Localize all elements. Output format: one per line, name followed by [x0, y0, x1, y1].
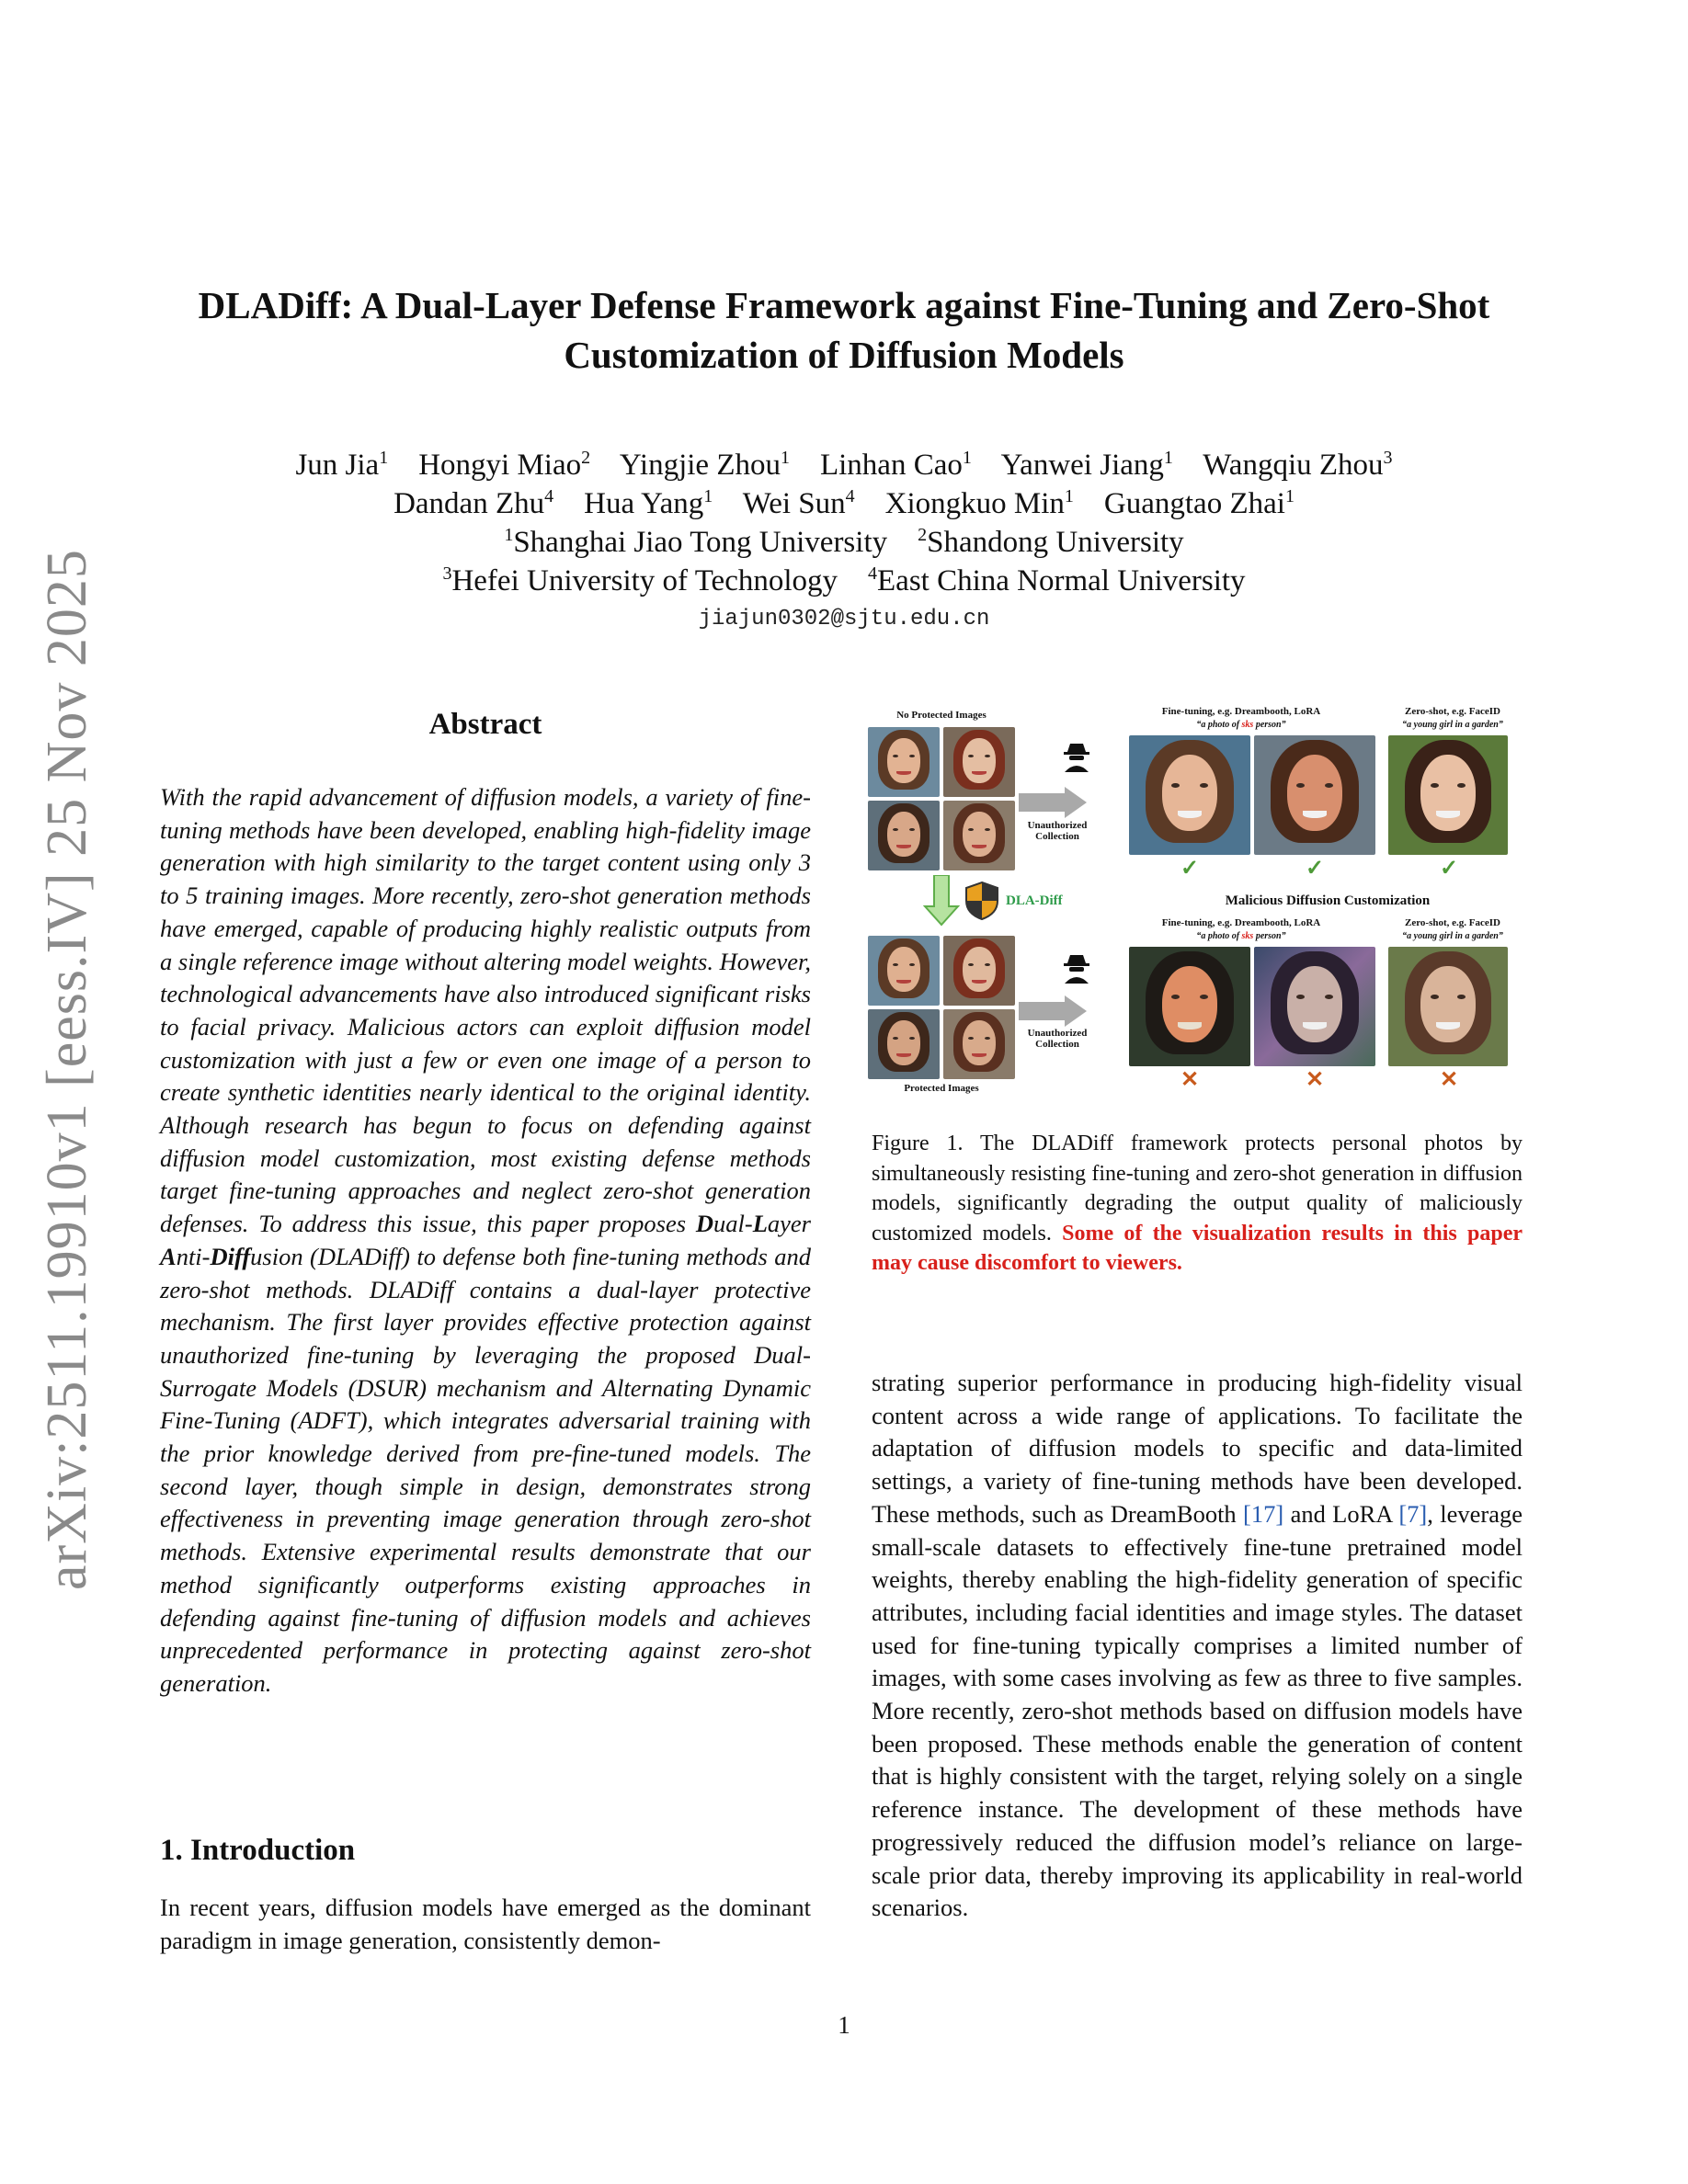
caption-warning: Some of the visualization results in this paper may cause discomfort to viewers.	[872, 1221, 1523, 1275]
no-protected-label: No Protected Images	[896, 710, 987, 721]
finetune-method-label: Fine-tuning, e.g. Dreambooth, LoRA	[1161, 917, 1321, 928]
original-face-image	[943, 801, 1015, 870]
author: Dandan Zhu$^4$	[393, 486, 554, 520]
author: Yanwei Jiang$^1$	[1000, 448, 1173, 482]
unauthorized-collection-label: Unauthorized Collection	[1027, 820, 1088, 842]
citation-link[interactable]: [17]	[1243, 1499, 1284, 1528]
check-icon: ✓	[1440, 857, 1459, 881]
down-arrow-icon	[923, 875, 960, 927]
protected-face-image	[943, 936, 1015, 1006]
finetune-method-label: Fine-tuning, e.g. Dreambooth, LoRA	[1161, 706, 1321, 717]
zeroshot-prompt: “a young girl in a garden”	[1402, 720, 1503, 730]
original-face-image	[943, 727, 1015, 797]
intro-text: In recent years, diffusion models have emerged as the dominant paradigm in image generation, consistently demon-	[160, 1894, 811, 1954]
author-email[interactable]: jiajun0302@sjtu.edu.cn	[698, 607, 990, 631]
cross-icon: ✕	[1306, 1068, 1325, 1092]
arrow-right-icon	[1019, 1002, 1065, 1020]
generated-face-image	[1388, 735, 1508, 855]
affiliation: $^4$East China Normal University	[868, 563, 1246, 597]
arrow-head-icon	[1065, 787, 1087, 818]
intro-heading: 1. Introduction	[160, 1834, 356, 1867]
protected-face-image	[943, 1009, 1015, 1079]
zeroshot-method-label: Zero-shot, e.g. FaceID	[1405, 917, 1500, 928]
protected-images-label: Protected Images	[904, 1083, 979, 1094]
finetune-prompt: “a photo of sks person”	[1196, 931, 1286, 941]
title-line-2: Customization of Diffusion Models	[564, 334, 1124, 376]
protected-face-image	[868, 1009, 940, 1079]
paper-title	[147, 280, 1541, 380]
affiliation: $^2$Shandong University	[918, 525, 1184, 559]
hacker-icon	[1061, 741, 1092, 772]
citation-link[interactable]: [7]	[1398, 1499, 1428, 1528]
hacker-icon	[1061, 952, 1092, 984]
author: Wangqiu Zhou$^3$	[1203, 448, 1393, 482]
cross-icon: ✕	[1440, 1068, 1459, 1092]
intro-continuation-text: strating superior performance in producing high-fidelity visual content across a wide range of applications. To facilitate the adaptation of diffusion models to specific and data-limited settings, a variety of fine-tuning methods have been developed. These methods, such as DreamBooth [17] and LoRA [7], leverage small-scale datasets to effectively fine-tune pretrained model weights, thereby enabling the high-fidelity generation of specific attributes, including facial identities and image styles. The dataset used for fine-tuning typically comprises a limited number of images, with some cases involving as few as three to five samples. More recently, zero-shot methods based on diffusion models have been proposed. These methods enable the generation of content that is highly consistent with the target, relying solely on a single reference instance. The development of these methods have progressively reduced the diffusion model’s reliance on large-scale prior data, thereby improving its applicability in real-world scenarios.	[872, 1369, 1523, 1922]
affiliations-line-2	[147, 554, 1541, 600]
title-line-1: DLADiff: A Dual-Layer Defense Framework against Fine-Tuning and Zero-Shot	[198, 284, 1490, 326]
protected-face-image	[868, 936, 940, 1006]
author: Hongyi Miao$^2$	[418, 448, 591, 482]
check-icon: ✓	[1180, 857, 1200, 881]
check-icon: ✓	[1306, 857, 1325, 881]
shield-icon	[964, 881, 1000, 921]
degraded-face-image	[1254, 947, 1375, 1066]
arrow-right-icon	[1019, 793, 1065, 812]
degraded-face-image	[1129, 947, 1250, 1066]
zeroshot-method-label: Zero-shot, e.g. FaceID	[1405, 706, 1500, 717]
dla-diff-label: DLA-Diff	[1006, 893, 1063, 908]
affiliation: $^3$Hefei University of Technology	[442, 563, 838, 597]
original-face-image	[868, 727, 940, 797]
unauthorized-collection-label: Unauthorized Collection	[1027, 1028, 1088, 1050]
generated-face-image	[1129, 735, 1250, 855]
zeroshot-prompt: “a young girl in a garden”	[1402, 931, 1503, 941]
affiliation: $^1$Shanghai Jiao Tong University	[504, 525, 888, 559]
page-number: 1	[838, 2011, 850, 2039]
figure-1	[868, 704, 1526, 1099]
author: Wei Sun$^4$	[742, 486, 855, 520]
author: Yingjie Zhou$^1$	[619, 448, 790, 482]
arxiv-stamp: arXiv:2511.19910v1 [eess.IV] 25 Nov 2025	[36, 549, 98, 1590]
degraded-face-image	[1388, 947, 1508, 1066]
author: Jun Jia$^1$	[295, 448, 389, 482]
generated-face-image	[1254, 735, 1375, 855]
abstract-heading: Abstract	[428, 708, 542, 741]
author: Hua Yang$^1$	[584, 486, 713, 520]
abstract-text: With the rapid advancement of diffusion models, a variety of fine-tuning methods have been developed, enabling high-fidelity image generation with high similarity to the target content using only 3 to 5 training images. More recently, zero-shot generation methods have emerged, capable of producing highly realistic outputs from a single reference image without altering model weights. However, technological advancements have also introduced significant risks to facial privacy. Malicious actors can exploit diffusion model customization with just a few or even one image of a person to create synthetic identities nearly identical to the original identity. Although research has begun to focus on defending against diffusion model customization, most existing defense methods target fine-tuning approaches and neglect zero-shot generation defenses. To address this issue, this paper proposes Dual-Layer Anti-Diffusion (DLADiff) to defense both fine-tuning methods and zero-shot methods. DLADiff contains a dual-layer protective mechanism. The first layer provides effective protection against unauthorized fine-tuning by leveraging the proposed Dual-Surrogate Models (DSUR) mechanism and Alternating Dynamic Fine-Tuning (ADFT), which integrates adversarial training with the prior knowledge derived from pre-fine-tuned models. The second layer, though simple in design, demonstrates strong effectiveness in preventing image generation through zero-shot methods. Extensive experimental results demonstrate that our method significantly outperforms existing approaches in defending against fine-tuning of diffusion models and achieves unprecedented performance in protecting against zero-shot generation.	[160, 783, 811, 1697]
cross-icon: ✕	[1180, 1068, 1200, 1092]
arrow-head-icon	[1065, 995, 1087, 1027]
author: Guangtao Zhai$^1$	[1103, 486, 1295, 520]
author: Xiongkuo Min$^1$	[884, 486, 1074, 520]
author: Linhan Cao$^1$	[819, 448, 972, 482]
malicious-customization-label: Malicious Diffusion Customization	[1225, 893, 1431, 908]
original-face-image	[868, 801, 940, 870]
finetune-prompt: “a photo of sks person”	[1196, 720, 1286, 730]
figure-caption: Figure 1. The DLADiff framework protects personal photos by simultaneously resisting fine-tuning and zero-shot generation in diffusion models, significantly degrading the output quality of maliciously customized models. Some of the visualization results in this paper may cause discomfort to viewers.	[872, 1132, 1523, 1275]
